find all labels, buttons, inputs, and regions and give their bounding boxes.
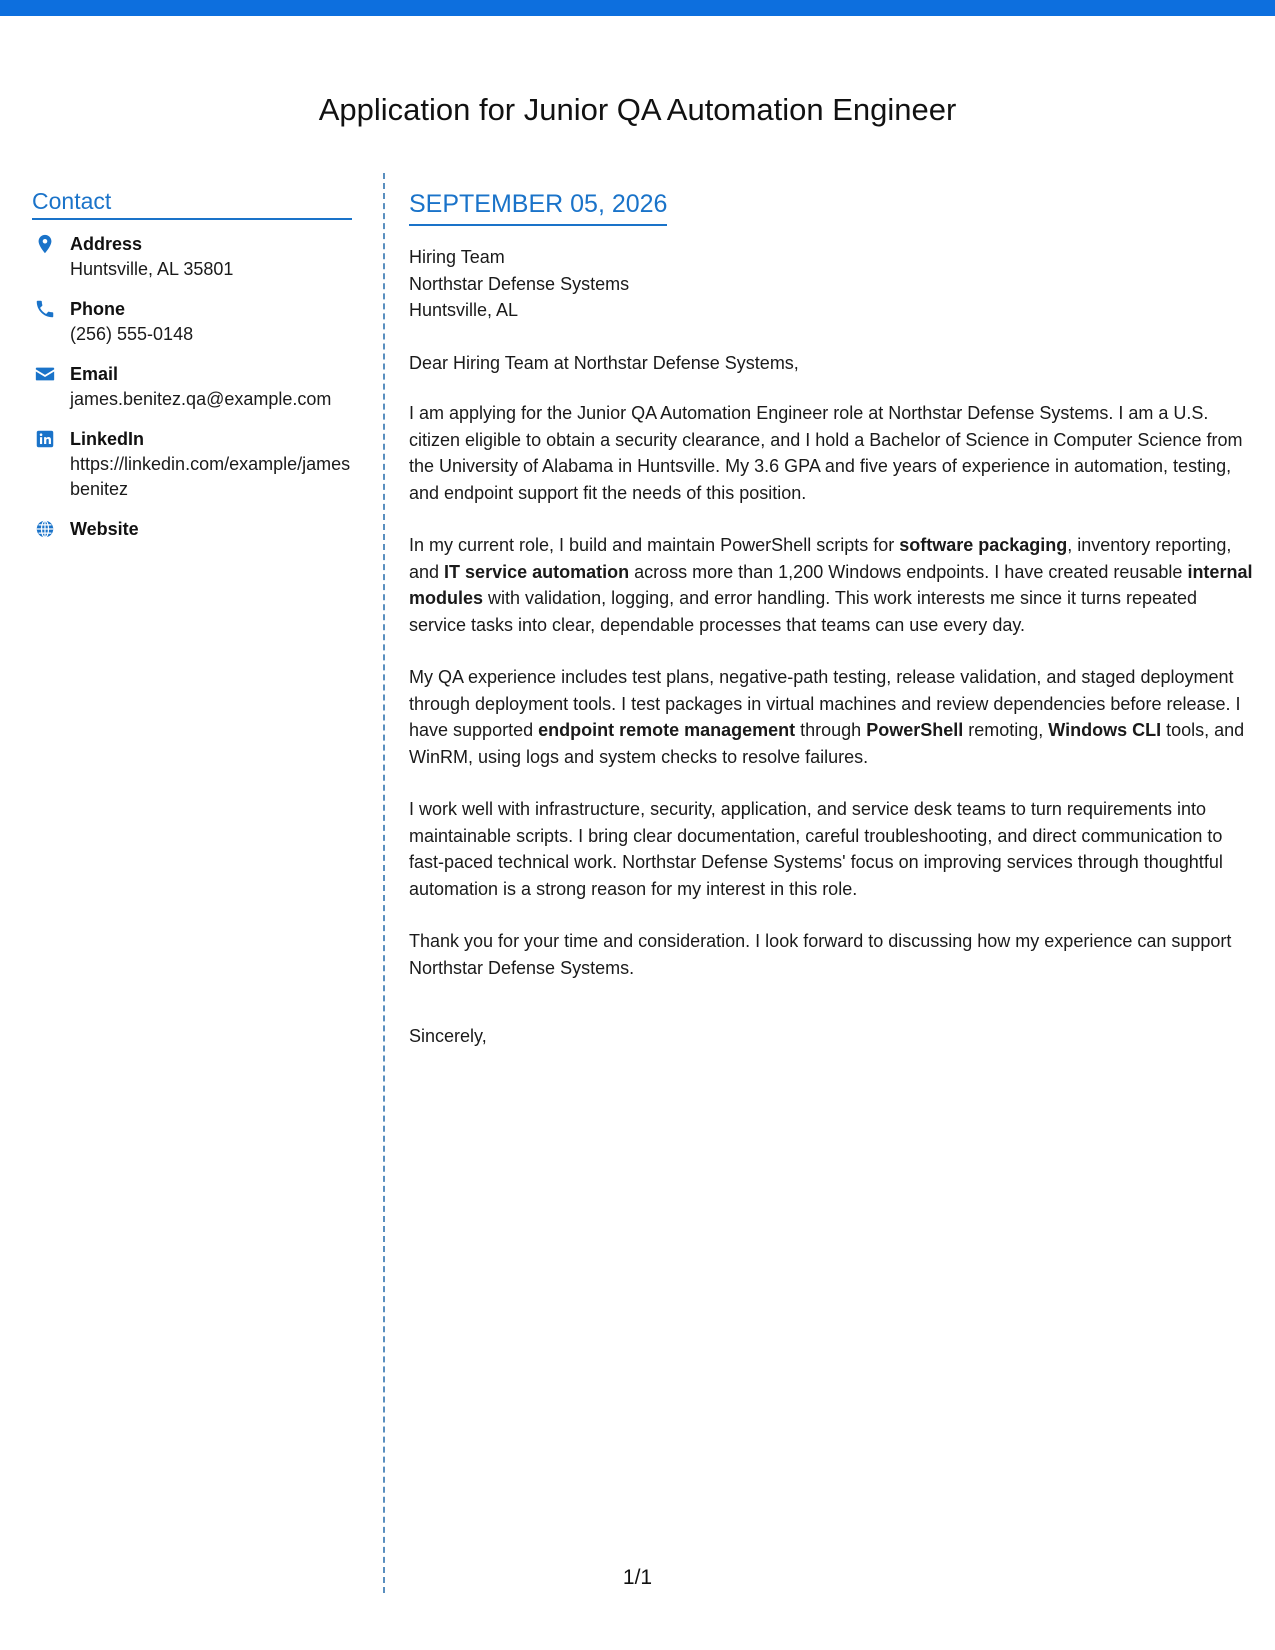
column-divider (383, 173, 385, 1593)
recipient-line: Huntsville, AL (409, 300, 519, 320)
text-run: remoting, (963, 720, 1049, 740)
contact-sidebar (32, 188, 352, 557)
contact-list (32, 232, 352, 542)
linkedin-value[interactable]: https://linkedin.com/example/jamesbenitez (70, 454, 351, 499)
text-run: , inventory reporting, and (409, 535, 1232, 582)
letter-body (409, 188, 1254, 1076)
paragraph-current-role (409, 532, 1254, 638)
bold-phrase: PowerShell (866, 720, 964, 740)
address-label: Address (70, 234, 143, 254)
letter-date: SEPTEMBER 05, 2026 (409, 188, 667, 226)
email-value[interactable]: james.benitez.qa@example.com (70, 389, 332, 409)
recipient-line: Hiring Team (409, 247, 505, 267)
phone-value: (256) 555-0148 (70, 324, 194, 344)
text-run: across more than 1,200 Windows endpoints. I have created reusable (629, 561, 1188, 582)
document-title: Application for Junior QA Automation Engineer (318, 92, 957, 127)
text-run: tools, and WinRM, using logs and system checks to resolve failures. (409, 720, 1245, 767)
contact-item-email (32, 362, 352, 412)
top-accent-bar (0, 0, 1275, 16)
contact-item-website (32, 517, 352, 542)
contact-item-phone (32, 297, 352, 347)
address-value: Huntsville, AL 35801 (70, 259, 234, 279)
bold-phrase: software packaging (899, 535, 1068, 555)
envelope-icon (34, 363, 56, 385)
phone-icon (34, 298, 56, 320)
linkedin-label: LinkedIn (70, 429, 145, 449)
bold-phrase: internal modules (409, 561, 1253, 608)
text-run: My QA experience includes test plans, negative-path testing, release validation, and staged deployment through deployment tools. I test packages in virtual machines and review dependencies before release. I have supported (409, 667, 1241, 740)
bold-phrase: IT service automation (444, 561, 630, 582)
text-run: with validation, logging, and error handling. This work interests me since it turns repeated service tasks into clear, dependable processes that teams can use every day. (409, 588, 1198, 635)
recipient-line: Northstar Defense Systems (409, 273, 630, 294)
bold-phrase: Windows CLI (1048, 720, 1162, 740)
map-pin-icon (34, 233, 56, 255)
text-run: through (795, 720, 867, 740)
recipient-block (409, 244, 1254, 324)
paragraph-collaboration: I work well with infrastructure, security, application, and service desk teams to turn requirements into maintainable scripts. I bring clear documentation, careful troubleshooting, and direct communication to fast-paced technical work. Northstar Defense Systems' focus on improving services through thoughtful automation is a strong reason for my interest in this role. (409, 799, 1223, 899)
email-label: Email (70, 364, 119, 384)
contact-item-address (32, 232, 352, 282)
paragraph-thanks: Thank you for your time and consideration. I look forward to discussing how my experience can support Northstar Defense Systems. (409, 931, 1232, 978)
phone-label: Phone (70, 299, 126, 319)
paragraph-intro: I am applying for the Junior QA Automation Engineer role at Northstar Defense Systems. I am a U.S. citizen eligible to obtain a security clearance, and I hold a Bachelor of Science in Computer Science from the University of Alabama in Huntsville. My 3.6 GPA and five years of experience in automation, testing, and endpoint support fit the needs of this position. (409, 403, 1243, 503)
salutation: Dear Hiring Team at Northstar Defense Systems, (409, 352, 799, 373)
globe-icon (34, 518, 56, 540)
contact-heading: Contact (32, 188, 352, 220)
closing: Sincerely, (409, 1026, 487, 1046)
website-label: Website (70, 519, 139, 539)
paragraph-qa-experience (409, 664, 1254, 770)
bold-phrase: endpoint remote management (538, 720, 796, 740)
page-number: 1/1 (622, 1566, 653, 1589)
text-run: In my current role, I build and maintain PowerShell scripts for (409, 535, 900, 555)
contact-item-linkedin (32, 427, 352, 502)
linkedin-icon (34, 428, 56, 450)
